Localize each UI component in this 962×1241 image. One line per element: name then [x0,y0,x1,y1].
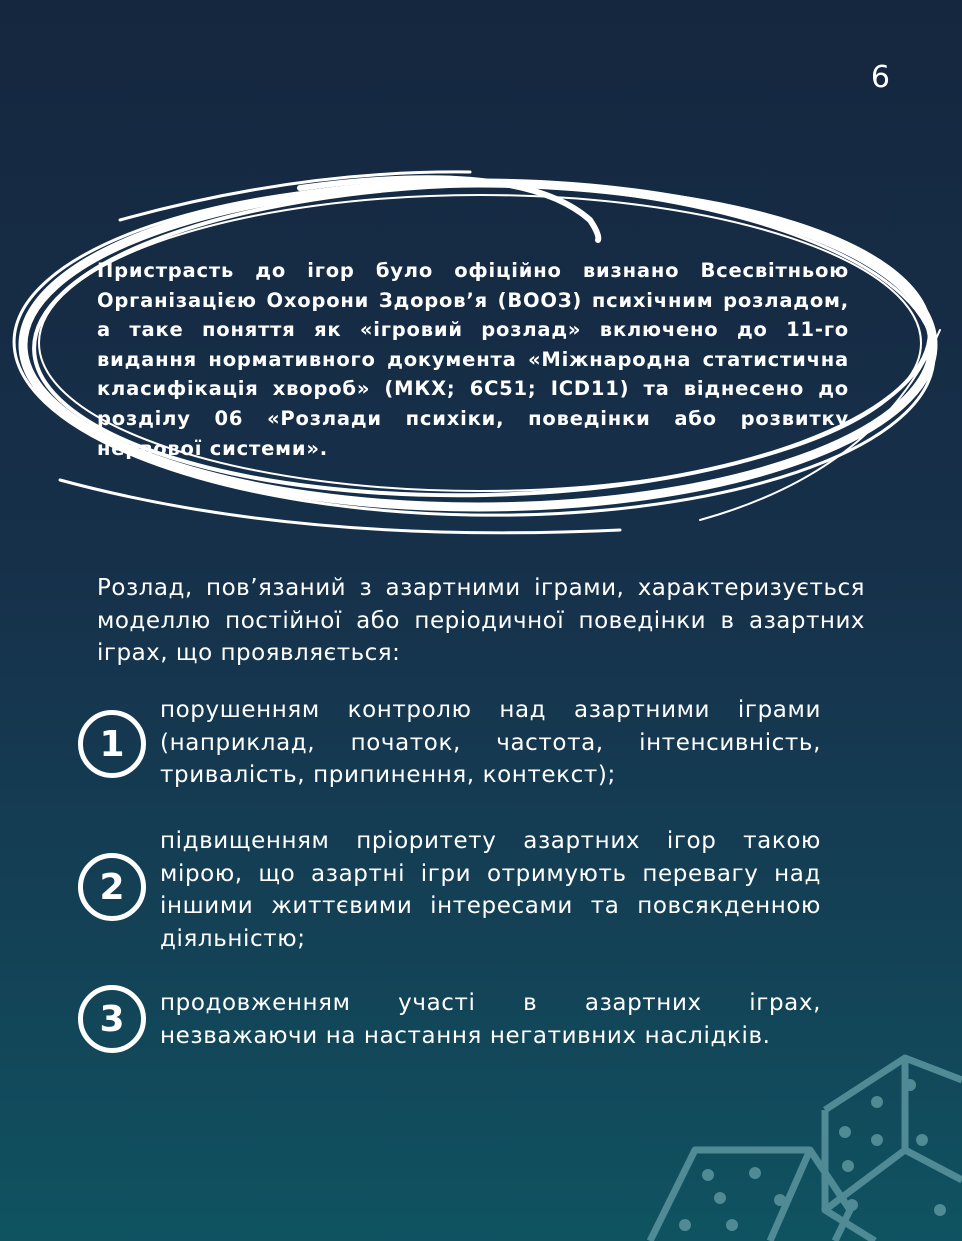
intro-paragraph: Розлад, пов’язаний з азартними іграми, характеризується моделлю постійної або періодичної поведінки в азартних іграх, що проявляється: [97,575,865,666]
number-badge-3: 3 [78,985,146,1053]
list-item-text-1: порушенням контролю над азартними іграми (наприклад, початок, частота, інтенсивність, тривалість, припинення, контекст); [160,697,821,788]
number-badge-2: 2 [78,853,146,921]
callout-text: Пристрасть до ігор було офіційно визнано Всесвітньою Організацією Охорони Здоров’я (ВООЗ) психічним розладом, а таке поняття як «ігровий розлад» включено до 11-го видання нормативного документа «Міжнародна статистична класифікація хвороб» (МКХ; 6С51; ICD11) та віднесено до розділу 06 «Розлади психіки, поведінки або розвитку нервової системи». [97,259,849,460]
dice-icon [620,1040,962,1241]
number-badge-1: 1 [78,710,146,778]
list-item-text-3: продовженням участі в азартних іграх, незважаючи на настання негативних наслідків. [160,990,821,1049]
page-number: 6 [870,60,890,95]
list-item-text-2: підвищенням пріоритету азартних ігор такою мірою, що азартні ігри отримують перевагу над іншими життєвими інтересами та повсякденною діяльністю; [160,828,821,952]
